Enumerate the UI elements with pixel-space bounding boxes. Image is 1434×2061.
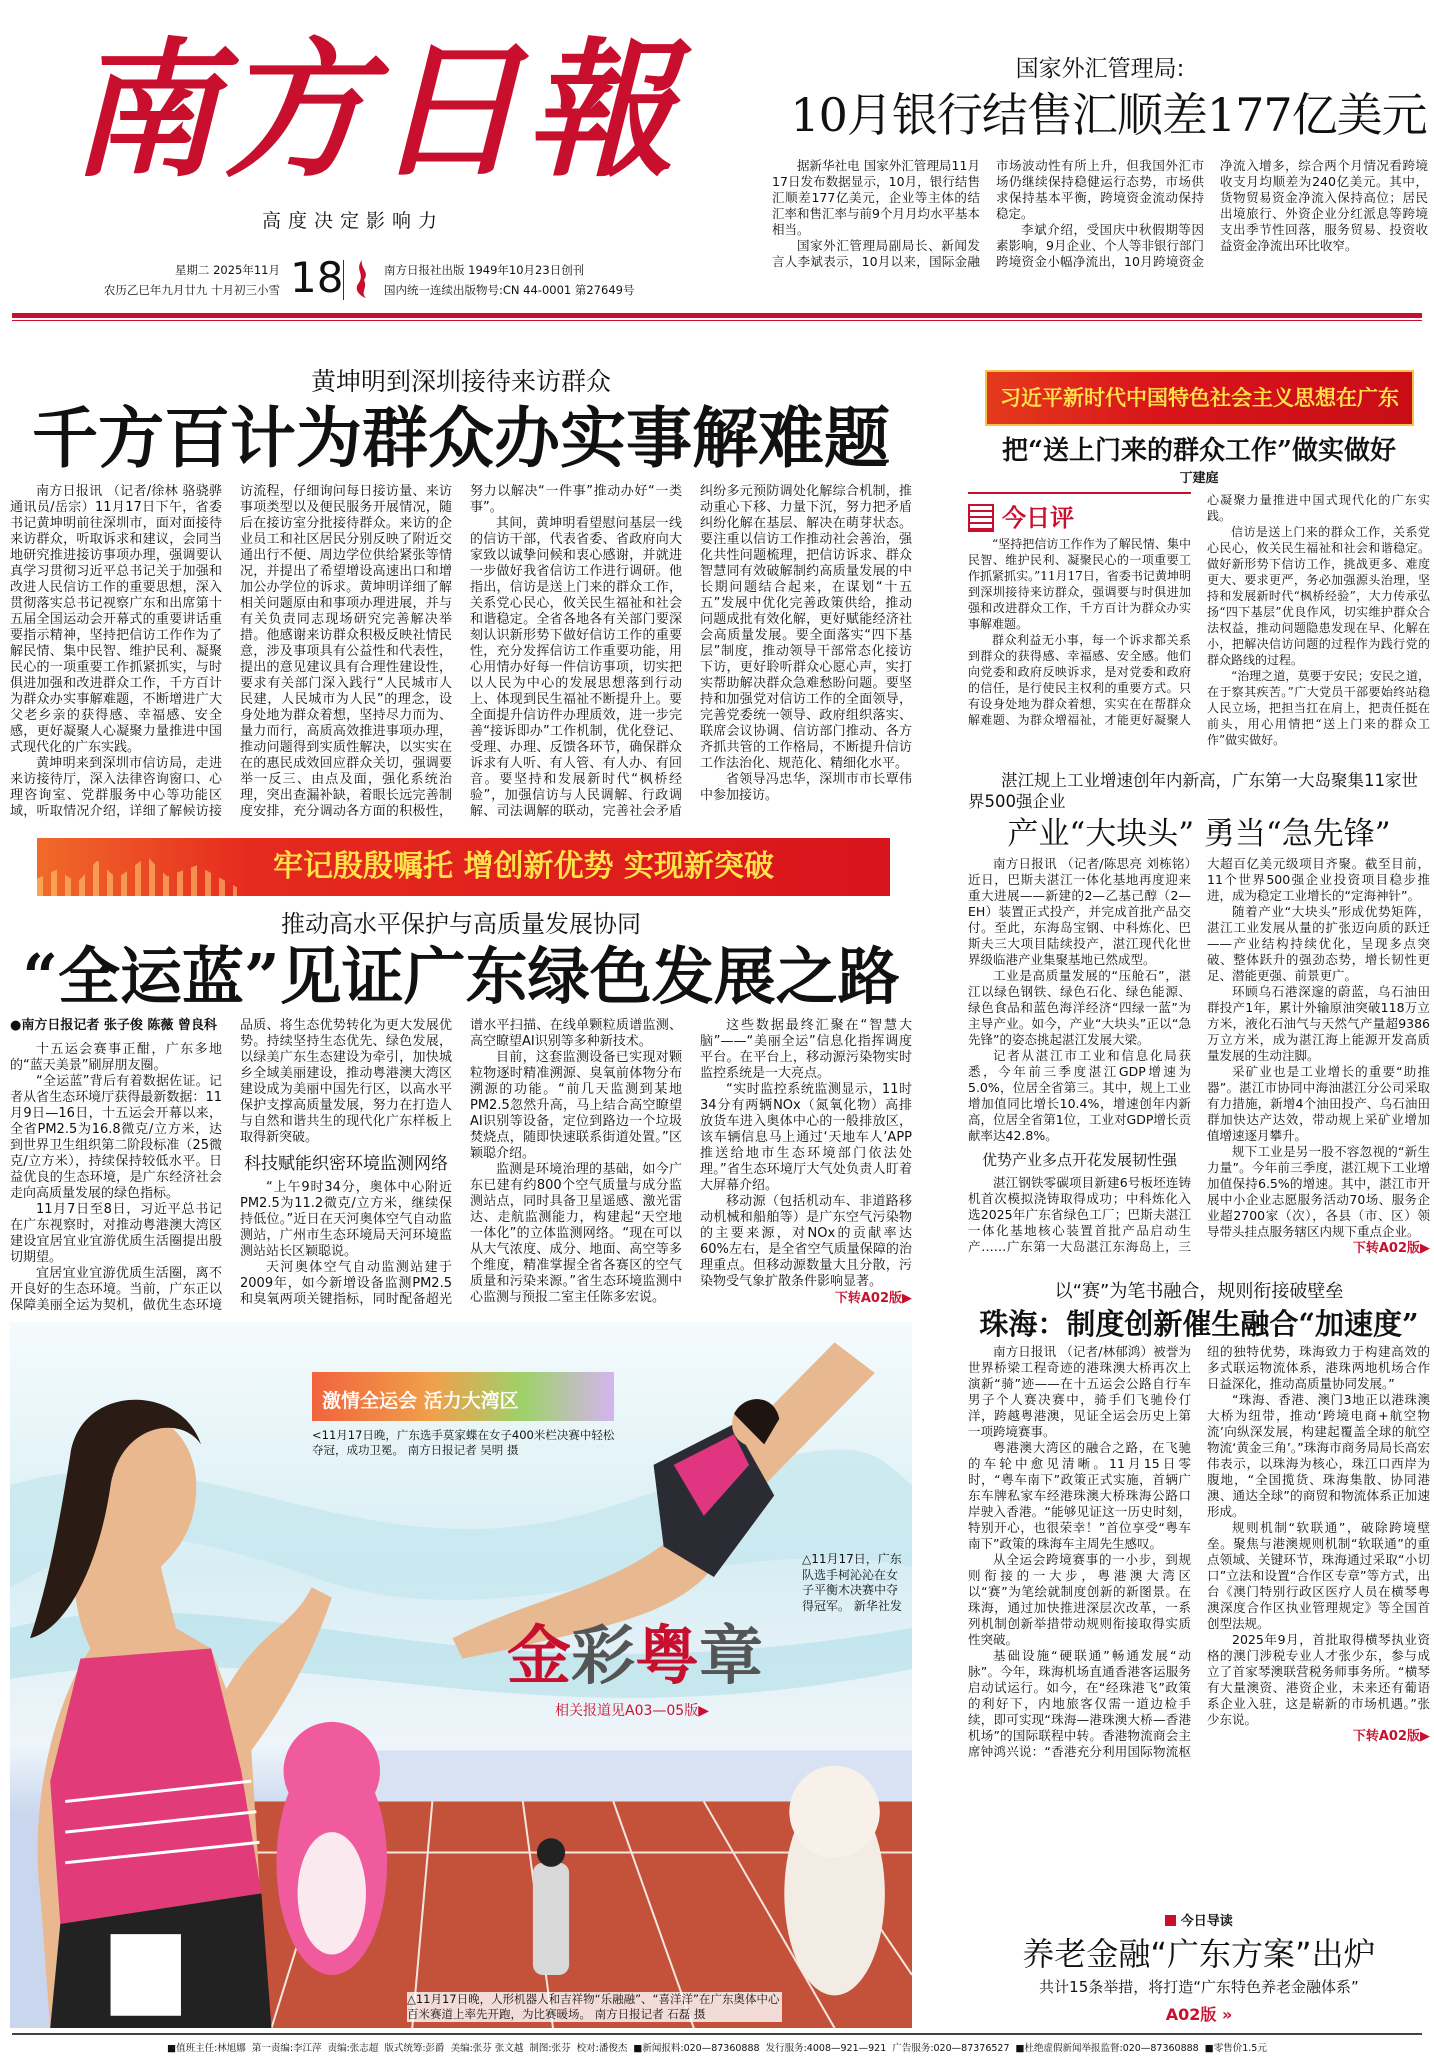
masthead-logo bbox=[70, 10, 690, 220]
paragraph: 宜居宜业宜游优质生活圈，离不开良好的生态环境。当前，广东正以保障美丽全运为契机，做优生态环境品质、将生态优势转化为更大发展优势。持续坚持生态优先、绿色发展，以绿美广东生态建设为牵引，加快城乡全域美丽建设，推动粤港澳大湾区建设成为美丽中国先行区，以高水平保护支撑高质量发展，努力在打造人与自然和谐共生的现代化广东样板上取得新突破。 bbox=[10, 1018, 452, 1313]
zhanjiang-body bbox=[968, 856, 1430, 1258]
paragraph: 目前，这套监测设备已实现对颗粒物逐时精准溯源、臭氧前体物分布溯源的功能。“前几天监测到某地PM2.5忽然升高，马上结合高空瞭望AI识别等设备，定位到路边一个垃圾焚烧点，随即快速联系街道处置。”区颖聪介绍。 bbox=[470, 1050, 682, 1161]
paragraph: “治理之道，莫要于安民；安民之道，在于察其疾苦。”广大党员干部要始终站稳人民立场，把担当扛在肩上，把责任挺在前头，用心用情把“送上门来的群众工作”做实做好。 bbox=[1207, 669, 1430, 747]
paragraph: 黄坤明来到深圳市信访局，走进来访接待厅，深入法律咨询窗口、心理咨询室、党群服务中心等功能区域，听取情况介绍，详细了解候访接访流程，仔细询问每日接访量、来访事项类型以及便民服务开展情况，随后在接访室分批接待群众。来访的企业员工和社区居民分别反映了附近交通出行不便、周边学位供给紧张等情况，并提出了希望增设高速出口和增加公办学位的诉求。黄坤明详细了解相关问题原由和事项办理进展，并与有关负责同志现场研究完善解决举措。他感谢来访群众积极反映社情民意，涉及事项具有公益性和代表性，提出的意见建议具有合理性建设性，要求有关部门深入践行“人民城市人民建，人民城市为人民”的理念，设身处地为群众着想，坚持尽力而为、量力而行，高质高效推进事项办理，推动问题得到实质性解决，以实实在在的惠民成效回应群众关切，强调要举一反三、由点及面，强化系统治理，突出查漏补缺，着眼长远完善制度安排，充分调动各方面的积极性，努力以解决“一件事”推动办好“一类事”。 bbox=[10, 484, 682, 819]
paragraph: 移动源（包括机动车、非道路移动机械和船舶等）是广东空气污染物的主要来源，对NOx的贡献率达60%左右，是全省空气质量保障的治理重点。但移动源数量大且分散，污染物受气象扩散条件影响显著。 bbox=[700, 1194, 912, 1289]
paragraph: 南方日报讯 （记者/林郁鸿）被誉为世界桥梁工程奇迹的港珠澳大桥再次上演新“骑”迹——在十五运会公路自行车男子个人赛决赛中，骑手们飞驰伶仃洋，跨越粤港澳，见证全运会历史上第一项跨境赛事。 bbox=[968, 1344, 1191, 1439]
left-column bbox=[10, 366, 912, 2028]
zhuhai-body bbox=[968, 1344, 1430, 1760]
photo-caption-robot: △11月17日晚，人形机器人和吉祥物“乐融融”、“喜洋洋”在广东奥体中心百米赛道上率先开跑，为比赛暖场。 南方日报记者 石磊 摄 bbox=[407, 1992, 782, 2022]
commentary-label: 今日评 bbox=[968, 492, 1191, 536]
lead-body bbox=[772, 158, 1428, 270]
related-reports-link[interactable]: 相关报道见A03—05版▶ bbox=[555, 1703, 709, 1719]
paragraph: 李斌介绍，受国庆中秋假期等因素影响，9月企业、个人等非银行部门跨境资金小幅净流出，10月跨境资金净流入增多，综合两个月情况看跨境收支月均顺差为240亿美元。其中，货物贸易资金净流入保持高位；居民出境旅行、外资企业分红派息等跨境支出季节性回落，服务贸易、投资收益资金净流出环比收窄。 bbox=[996, 158, 1428, 269]
paragraph: 其间，黄坤明看望慰问基层一线的信访干部，代表省委、省政府向大家致以诚挚问候和衷心感谢，并就进一步做好我省信访工作进行调研。他指出，信访是送上门来的群众工作，关系党心民心，攸关民生福祉和社会和谐稳定。全省各地各有关部门要深刻认识新形势下做好信访工作的重要性，充分发挥信访工作重要功能，用心用情办好每一件信访事项，切实把以人民为中心的发展思想落到行动上、体现到民生福祉不断提升上。要全面提升信访件办理质效，进一步完善“接诉即办”工作机制，优化登记、受理、办理、反馈各环节，确保群众诉求有人听、有人管、有人办、有回音。要坚持和发展新时代“枫桥经验”，加强信访与人民调解、行政调解、司法调解的联动，完善社会矛盾纠纷多元预防调处化解综合机制，推动重心下移、力量下沉，努力把矛盾纠纷化解在基层、解决在萌芽状态。要注重以信访工作推动社会善治，强化共性问题梳理，把信访诉求、群众智慧同有效破解制约高质量发展的中长期问题结合起来，在谋划“十五五”发展中优化完善政策供给，推动问题成批有效化解，更好赋能经济社会高质量发展。要全面落实“四下基层”制度，推动领导干部常态化接访下访，更好聆听群众心愿心声，实打实帮助解决群众急难愁盼问题。要坚持和加强党对信访工作的全面领导，完善党委统一领导、政府组织落实、联席会议协调、信访部门推动、各方齐抓共管的工作格局，不断提升信访工作法治化、规范化、精细化水平。 bbox=[470, 484, 912, 819]
photo-caption-hurdles: <11月17日晚，广东选手莫家蝶在女子400米栏决赛中轻松夺冠，成功卫冕。 南方日报记者 吴明 摄 bbox=[312, 1428, 615, 1457]
photo-caption-beam: △11月17日，广东队选手柯沁沁在女子平衡木决赛中夺得冠军。 新华社发 bbox=[802, 1552, 902, 1613]
paragraph: 采矿业也是工业增长的重要“助推器”。湛江市协同中海油湛江分公司采取有力措施，新增4个油田投产、乌石油田群加快达产达效，带动规上采矿业增加值增速逐月攀升。 bbox=[1207, 1064, 1430, 1143]
photo-headline: 金彩粤章 bbox=[507, 1619, 763, 1694]
logo-text: 南方日報 bbox=[70, 23, 678, 197]
day-number: 18 bbox=[290, 253, 344, 302]
paragraph: 信访是送上门来的群众工作，关系党心民心，攸关民生福祉和社会和谐稳定。做好新形势下信访工作，挑战更多、难度更大、要求更严，务必加强源头治理，坚持和发展新时代“枫桥经验”，大力传承弘扬“四下基层”优良作风，切实维护群众合法权益，推动问题隐患发现在早、化解在小，把解决信访问题的过程作为践行党的群众路线的过程。 bbox=[1207, 525, 1430, 667]
paragraph: 十五运会赛事正酣，广东多地的“蓝天美景”刷屏朋友圈。 bbox=[10, 1042, 222, 1073]
footer-credits: ■值班主任:林旭娜 第一责编:李江萍 责编:张志超 版式统筹:彭爵 美编:张芬 张文越 制图:张芬 校对:潘俊杰 ■新闻报料:020—87360888 发行服务:4008—921—921 广告服务:020—87376527 ■杜绝虚假新闻举报监督:020—87360888 ■零售价1.5元 bbox=[167, 2043, 1267, 2054]
digest-page-link[interactable]: A02版 » bbox=[1165, 2005, 1233, 2024]
paragraph: 11月7日至8日，习近平总书记在广东视察时，对推动粤港澳大湾区建设宜居宜业宜游优质生活圈提出殷切期望。 bbox=[10, 1202, 222, 1265]
paragraph: 记者从湛江市工业和信息化局获悉，今年前三季度湛江GDP增速为5.0%，位居全省第三。其中，规上工业增加值同比增长10.4%，增速创年内新高，位居全省第1位，工业对GDP增长贡献率达42.8%。 bbox=[968, 1048, 1191, 1143]
paragraph: “实时监控系统监测显示，11时34分有两辆NOx（氮氧化物）高排放货车进入奥体中心的一般排放区，该车辆信息马上通过‘天地车人’APP推送给地市生态环境部门依法处理。”省生态环境厅大气处负责人盯着大屏幕介绍。 bbox=[700, 1082, 912, 1193]
paragraph: 据新华社电 国家外汇管理局11月17日发布数据显示，10月，银行结售汇顺差177亿美元，企业等主体的结汇率和售汇率与前9个月月均水平基本相当。 bbox=[772, 158, 980, 237]
digest bbox=[968, 1896, 1430, 2028]
paragraph: “珠海、香港、澳门3地正以港珠澳大桥为纽带，推动‘跨境电商+航空物流’向纵深发展，构建起覆盖全球的航空物流‘黄金三角’。”珠海市商务局局长高宏伟表示，以珠海为核心，珠江口西岸为腹地，“全国揽货、珠海集散、协同港澳、通达全球”的商贸和物流体系正加速形成。 bbox=[1207, 1392, 1430, 1519]
story3-byline: ●南方日报记者 张子俊 陈薇 曾良科 bbox=[10, 1018, 217, 1033]
paragraph: “坚持把信访工作作为了解民情、集中民智、维护民利、凝聚民心的一项重要工作抓紧抓实。”11月17日，省委书记黄坤明到深圳接待来访群众，强调要与时俱进加强和改进群众工作，千方百计为群众办实事解难题。 bbox=[968, 537, 1191, 631]
lead-kicker: 国家外汇管理局: bbox=[1015, 56, 1185, 82]
zhuhai-kicker: 以“赛”为笔书融合，规则衔接破壁垒 bbox=[1054, 1281, 1344, 1302]
games-badge: 激情全运会 活力大湾区 bbox=[312, 1372, 614, 1421]
zhuhai-headline: 珠海：制度创新催生融合“加速度” bbox=[979, 1307, 1419, 1341]
paragraph: 2025年9月，首批取得横琴执业资格的澳门涉税专业人才张少东，参与成立了首家琴澳联营税务师事务所。“横琴有大量澳资、港资企业，未来还有葡语系企业入驻，这是崭新的市场机遇。”张少东说。 bbox=[1207, 1632, 1430, 1727]
date-line: 星期二 2025年11月 bbox=[174, 263, 280, 277]
paragraph: 基础设施“硬联通”畅通发展“动脉”。今年，珠海机场直通香港客运服务启动试运行。如今，在“经珠港飞”政策的利好下，内地旅客仅需一道边检手续，即可实现“珠海—港珠澳大桥—香港机场”的国际联程中转。香港物流商会主席钟鸿兴说：“香港充分利用国际物流枢纽的独特优势，珠海致力于构建高效的多式联运物流体系，港珠两地机场合作日益深化，推动高质量协同发展。” bbox=[968, 1344, 1430, 1759]
divider bbox=[343, 260, 344, 300]
photo-feature bbox=[10, 1322, 912, 2028]
story1-headline: 千方百计为群众办实事解难题 bbox=[32, 399, 890, 477]
story3-headline: “全运蓝”见证广东绿色发展之路 bbox=[22, 940, 900, 1013]
flame-logo-icon bbox=[352, 258, 370, 300]
digest-label: 今日导读 bbox=[968, 1912, 1430, 1932]
commentary-headline: 把“送上门来的群众工作”做实做好 bbox=[1002, 436, 1396, 466]
paragraph: 规下工业是另一股不容忽视的“新生力量”。今年前三季度，湛江规下工业增加值保持6.5%的增速。其中，湛江市开展中小企业志愿服务活动70场、服务企业超2700家（次），各县（市、区）领导带头挂点服务辖区内规下重点企业。 bbox=[1207, 1144, 1430, 1239]
paragraph: 湛江钢铁零碳项目新建6号板坯连铸机首次模拟浇铸取得成功；中科炼化入选2025年广东省绿色工厂；巴斯夫湛江一体化基地核心装置首批产品启动生产……广东第一大岛湛江东海岛上，三大超百亿美元级项目齐聚。截至目前，11个世界500强企业投资项目稳步推进，成为稳定工业增长的“定海神针”。 bbox=[968, 856, 1430, 1254]
skyline-decoration bbox=[37, 852, 237, 896]
digest-headline[interactable]: 养老金融“广东方案”出炉 bbox=[1022, 1935, 1376, 1973]
red-square-icon bbox=[1165, 1915, 1176, 1926]
story3-body bbox=[10, 1018, 912, 1314]
paragraph: 监测是环境治理的基础，如今广东已建有约800个空气质量与成分监测站点，同时具备卫星遥感、激光雷达、走航监测能力，构建起“天空地一体化”的立体监测网络。“现在可以从大气浓度、成分、地面、高空等多个维度，精准掌握全省各赛区的空气质量和污染来源。”省生态环境监测中心监测与预报二室主任陈多宏说。 bbox=[470, 1162, 682, 1305]
issn-info: 国内统一连续出版物号:CN 44-0001 第27649号 bbox=[384, 283, 635, 297]
zhanjiang-continued-link[interactable]: 下转A02版▶ bbox=[1352, 1241, 1430, 1256]
paragraph: 工业是高质量发展的“压舱石”，湛江以绿色钢铁、绿色石化、绿色能源、绿色食品和蓝色海洋经济“四绿一蓝”为主导产业。如今，产业“大块头”正以“急先锋”的姿态挑起湛江发展大梁。 bbox=[968, 968, 1191, 1047]
footer-rule bbox=[12, 2033, 1422, 2035]
paragraph: 省领导冯忠华，深圳市市长覃伟中参加接访。 bbox=[700, 772, 912, 803]
story1-body bbox=[10, 484, 912, 820]
paragraph: 群众利益无小事，每一个诉求都关系到群众的获得感、幸福感、安全感。他们向党委和政府反映诉求，是对党委和政府的信任，是行使民主权利的重要方式。只有设身处地为群众着想，实实在在帮群众解难题、为群众增福祉，才能更好凝聚人心凝聚力量推进中国式现代化的广东实践。 bbox=[968, 493, 1430, 727]
publisher-info: 南方日报社出版 1949年10月23日创刊 bbox=[384, 263, 585, 277]
pen-paper-icon bbox=[968, 504, 994, 532]
zhanjiang-headline: 产业“大块头” 勇当“急先锋” bbox=[1007, 816, 1391, 852]
paragraph: 规则机制“软联通”，破除跨境壁垒。聚焦与港澳规则机制“软联通”的重点领域、关键环节，珠海通过采取“小切口”立法和设置“合作区专章”等方式，出台《澳门特别行政区医疗人员在横琴粤澳深度合作区执业管理规定》等全国首创型法规。 bbox=[1207, 1520, 1430, 1631]
zhanjiang-subheading: 优势产业多点开花发展韧性强 bbox=[981, 1151, 1177, 1169]
slogan-banner: 牢记殷殷嘱托 增创新优势 实现新突破 bbox=[37, 838, 890, 896]
slogan: 高度决定影响力 bbox=[262, 210, 445, 232]
paragraph: 粤港澳大湾区的融合之路，在飞驰的车轮中愈见清晰。11月15日零时，“粤车南下”政策正式实施，首辆广东车牌私家车经港珠澳大桥珠海公路口岸驶入香港。“能够见证这一历史时刻，特别开心，也很荣幸！”首位享受“粤车南下”政策的珠海车主周先生感叹。 bbox=[968, 1440, 1191, 1551]
lead-headline: 10月银行结售汇顺差177亿美元 bbox=[790, 88, 1427, 142]
zhuhai-continued-link[interactable]: 下转A02版▶ bbox=[1352, 1729, 1430, 1744]
paragraph: 国家外汇管理局副局长、新闻发言人李斌表示，10月以来，国际金融市场波动性有所上升，但我国外汇市场仍继续保持稳健运行态势，市场供求保持基本平衡，跨境资金流动保持稳定。 bbox=[772, 158, 1204, 269]
masthead-rule-thin bbox=[12, 320, 1422, 321]
masthead-rule bbox=[12, 313, 1422, 318]
paragraph: 这些数据最终汇聚在“智慧大脑”——“美丽全运”信息化指挥调度平台。在平台上，移动源污染物实时监控系统是一大亮点。 bbox=[700, 1018, 912, 1081]
paragraph: 从全运会跨境赛事的一小步，到规则衔接的一大步，粤港澳大湾区以“赛”为笔绘就制度创新的新图景。在珠海，通过加快推进深层次改革，一系列机制创新举措带动规则衔接取得实质性突破。 bbox=[968, 1552, 1191, 1647]
zhanjiang-kicker: 湛江规上工业增速创年内新高，广东第一大岛聚集11家世界500强企业 bbox=[968, 771, 1418, 811]
story3-continued-link[interactable]: 下转A02版▶ bbox=[834, 1291, 912, 1306]
right-column bbox=[968, 370, 1430, 2028]
story3-kicker: 推动高水平保护与高质量发展协同 bbox=[281, 910, 641, 938]
paragraph: “上午9时34分，奥体中心附近PM2.5为11.2微克/立方米，继续保持低位。”近日在天河奥体空气自动监测站，广州市生态环境局天河环境监测站站长区颖聪说。 bbox=[240, 1180, 452, 1259]
column-banner: 习近平新时代中国特色社会主义思想在广东 bbox=[985, 370, 1414, 426]
story1-kicker: 黄坤明到深圳接待来访群众 bbox=[310, 367, 611, 396]
paragraph: 南方日报讯 （记者/陈思亮 刘栋铭）近日，巴斯夫湛江一体化基地再度迎来重大进展——新建的2—乙基己醇（2—EH）装置正式投产，并完成首批产品交付。至此，东海岛宝钢、中科炼化、巴斯夫三大项目陆续投产，湛江现代化世界级临港产业集聚基地已然成型。 bbox=[968, 856, 1191, 967]
digest-subtitle: 共计15条举措，将打造“广东特色养老金融体系” bbox=[1039, 1978, 1359, 1996]
lunar-date: 农历乙巳年九月廿九 十月初三小雪 bbox=[103, 283, 280, 297]
commentary-body bbox=[968, 492, 1430, 748]
paragraph: 随着产业“大块头”形成优势矩阵，湛江工业发展从量的扩张迈向质的跃迁——产业结构持续优化，呈现多点突破、整体跃升的强劲态势，增长韧性更足、潜能更强、前景更广。 bbox=[1207, 904, 1430, 983]
paragraph: 南方日报讯 （记者/徐林 骆骁骅 通讯员/岳宗）11月17日下午，省委书记黄坤明前往深圳市，面对面接待来访群众，听取诉求和建议，会同当地研究推进接访事项办理，强调要认真学习贯彻习近平总书记关于加强和改进人民信访工作的重要思想，深入贯彻落实总书记视察广东和出席第十五届全国运动会开幕式的重要讲话重要指示精神，坚持把信访工作作为了解民情、集中民智、维护民利、凝聚民心的一项重要工作抓紧抓实，与时俱进加强和改进群众工作，千方百计为群众办实事解难题，不断增进广大父老乡亲的获得感、幸福感、安全感，更好凝聚人心凝聚力量推进中国式现代化的广东实践。 bbox=[10, 484, 222, 755]
commentary-author: 丁建庭 bbox=[1179, 471, 1219, 486]
paragraph: 环顾乌石港深邃的蔚蓝，乌石油田群投产1年，累计外输原油突破118万立方米，液化石油气与天然气产量超9386万立方米，成为湛江海上能源开发高质量发展的生动注脚。 bbox=[1207, 984, 1430, 1063]
paragraph: “全运蓝”背后有着数据佐证。记者从省生态环境厅获得最新数据：11月9日—16日，十五运会开幕以来，全省PM2.5为16.8微克/立方米，达到世界卫生组织第二阶段标准（25微克/立方米），持续保持较低水平。日益优良的生态环境，是广东经济社会走向高质量发展的绿色指标。 bbox=[10, 1074, 222, 1201]
paragraph: 天河奥体空气自动监测站建于2009年，如今新增设备监测PM2.5和臭氧两项关键指标，同时配备超光谱水平扫描、在线单颗粒质谱监测、高空瞭望AI识别等多种新技术。 bbox=[240, 1018, 682, 1307]
story3-subheading: 科技赋能织密环境监测网络 bbox=[244, 1154, 448, 1174]
